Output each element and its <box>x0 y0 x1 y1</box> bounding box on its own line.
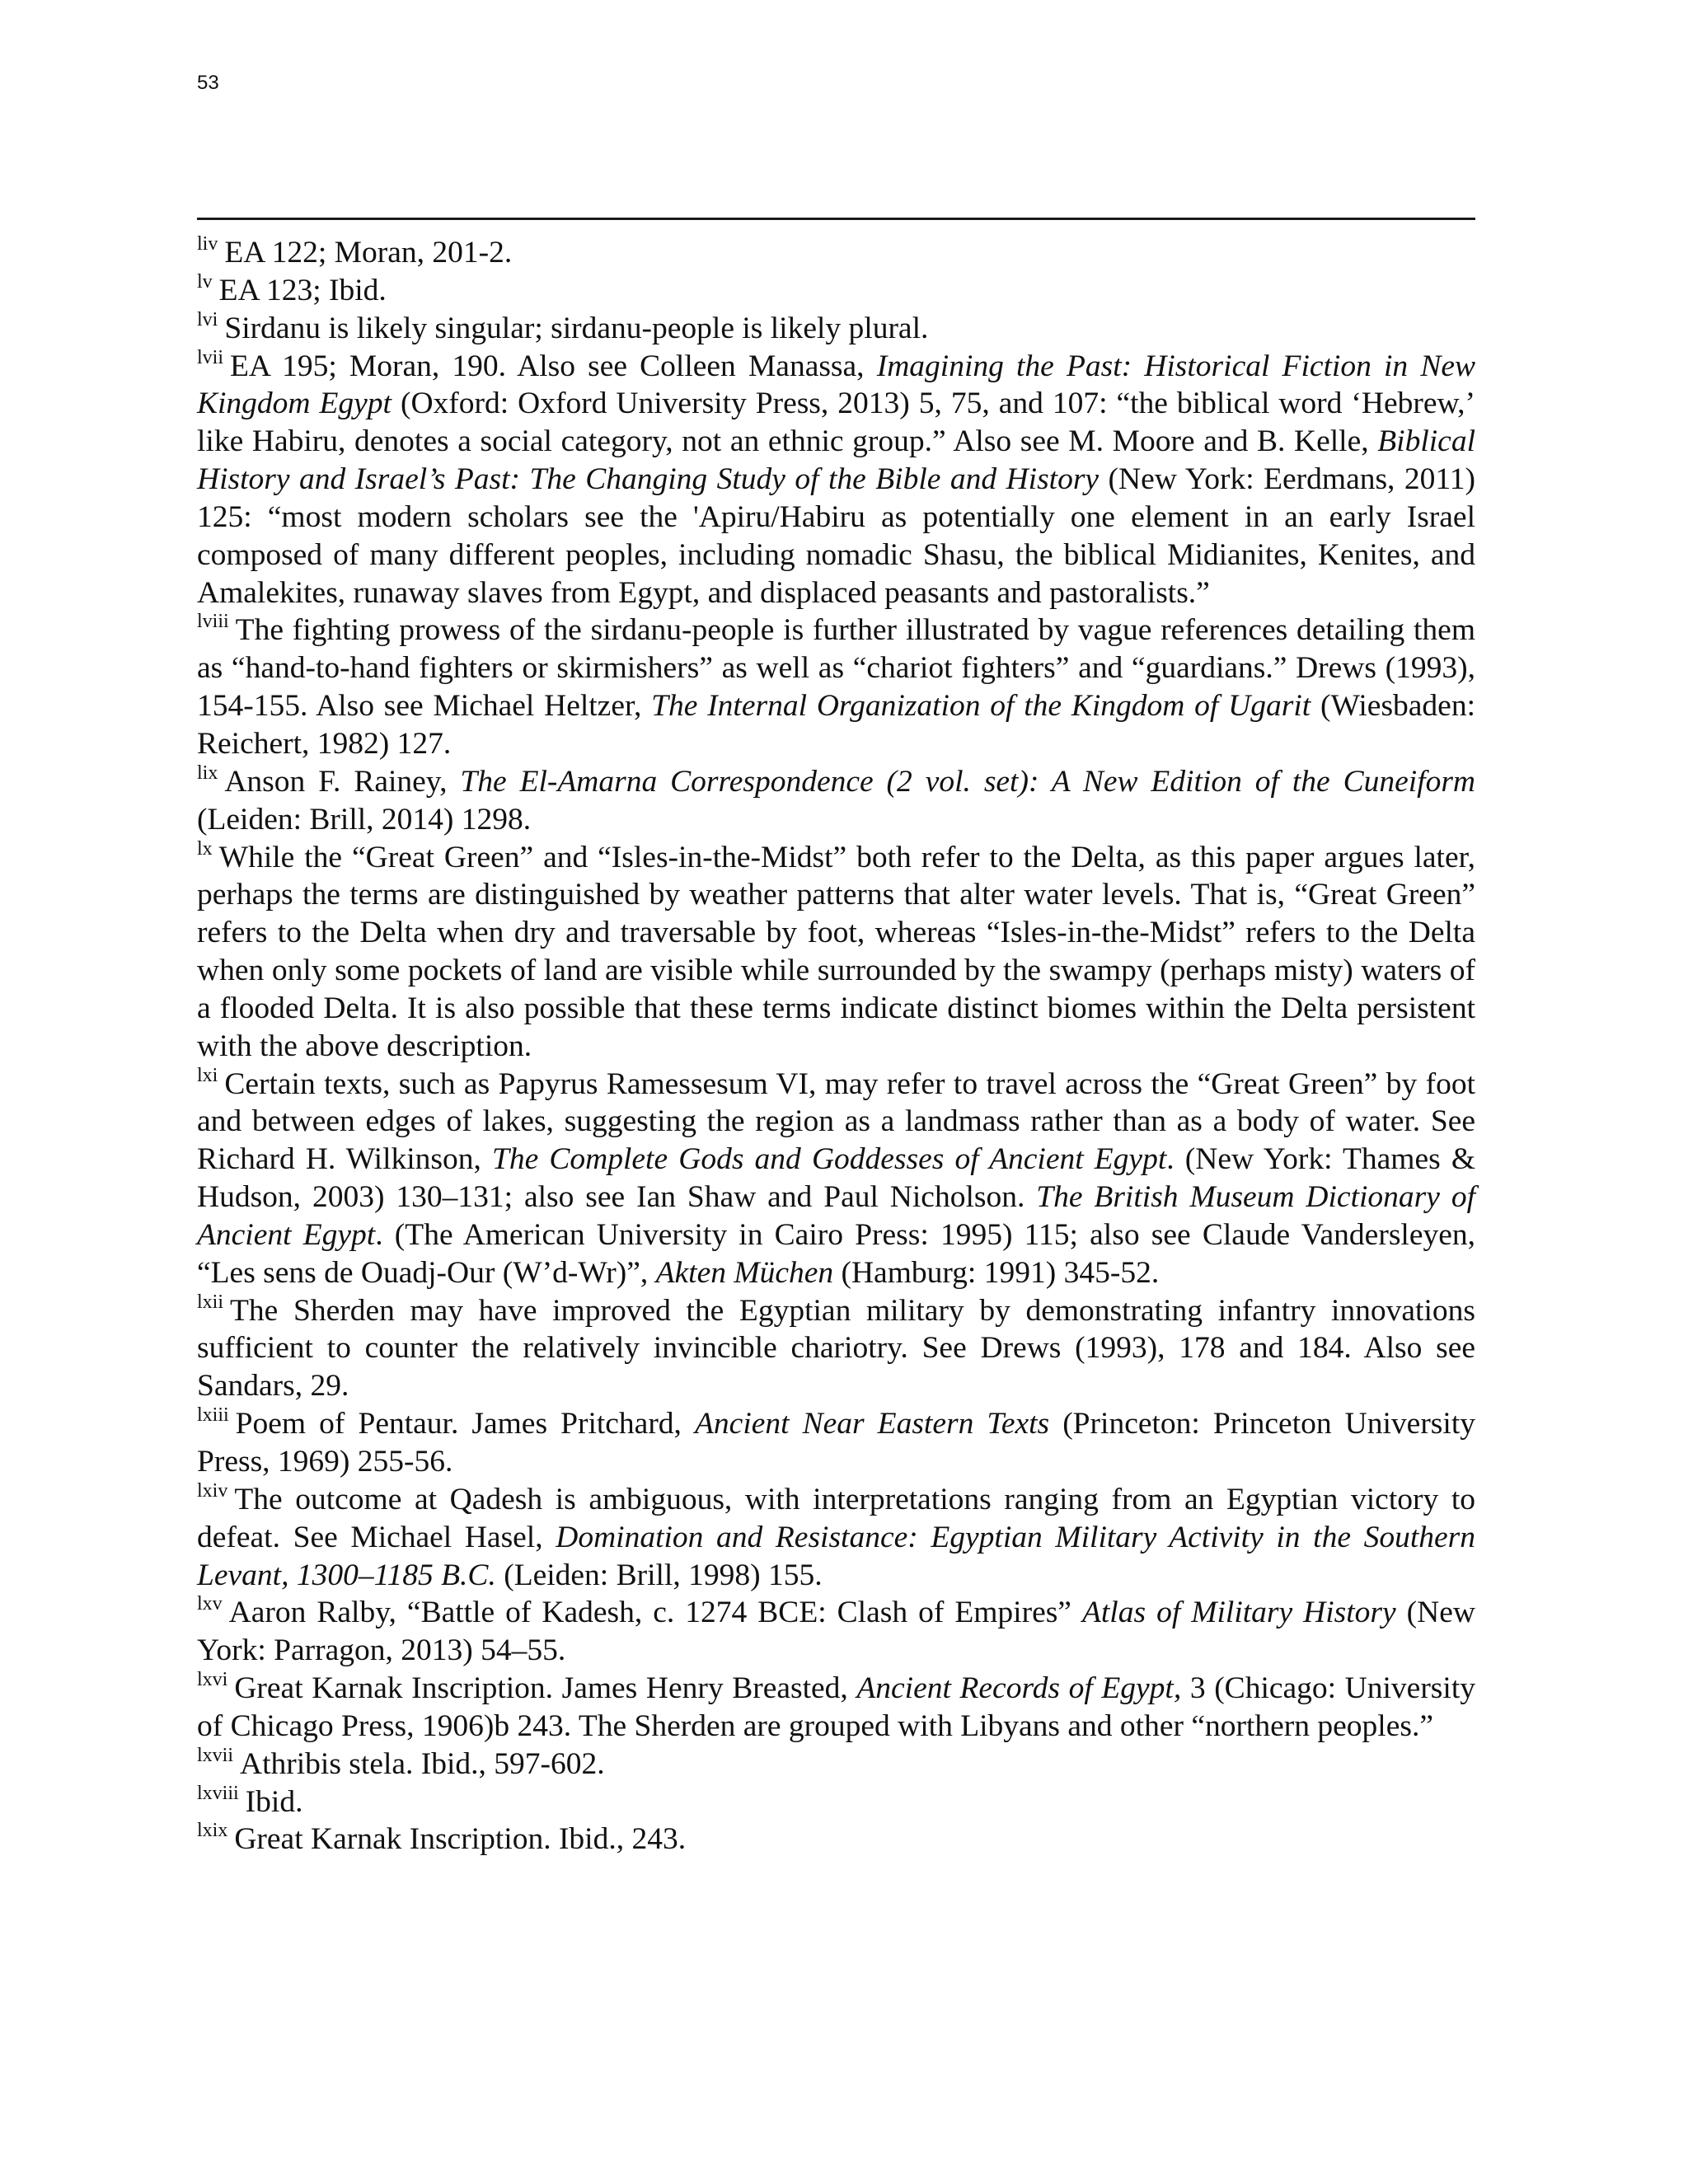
footnote-italic-title: Imagining the Past: Historical Fiction in New Kingdom Egypt <box>197 349 1475 421</box>
footnote <box>197 839 1475 1066</box>
footnote <box>197 272 1475 310</box>
footnote <box>197 1594 1475 1670</box>
footnote-italic-title: The British Museum Dictionary of Ancient Egypt <box>197 1180 1475 1252</box>
footnote <box>197 1481 1475 1595</box>
footnote-text: 3 (Chicago: University of Chicago Press, 1906)b 243. The Sherden are grouped with Libyans and other “northern peoples.” <box>197 1671 1475 1743</box>
footnote <box>197 1783 1475 1821</box>
footnote-text: The Sherden may have improved the Egyptian military by demonstrating infantry innovations sufficient to counter the relatively invincible chariotry. See Drews (1993), 178 and 184. Also see Sandars, 29. <box>197 1293 1475 1404</box>
footnote-text: (New York: Eerdmans, 2011) 125: “most modern scholars see the 'Apiru/Habiru as potentially one element in an early Israel composed of many different peoples, including nomadic Shasu, the biblical Midianites, Kenites, and Amalekites, runaway slaves from Egypt, and displaced peasants and pastoralists.” <box>197 462 1475 610</box>
footnote-marker: lix <box>197 762 218 784</box>
footnote-text: Poem of Pentaur. James Pritchard, <box>235 1407 696 1441</box>
footnote-marker: lxix <box>197 1820 228 1842</box>
footnote <box>197 348 1475 612</box>
footnote <box>197 612 1475 762</box>
footnote-marker: lxiv <box>197 1479 228 1502</box>
footnote <box>197 1066 1475 1292</box>
footnote-marker: lxvi <box>197 1669 228 1691</box>
footnote-italic-title: Akten Müchen <box>655 1255 834 1290</box>
footnote-text: (Hamburg: 1991) 345-52. <box>833 1255 1160 1290</box>
footnote-text: Certain texts, such as Papyrus Ramessesum VI, may refer to travel across the “Great Green” by foot and between edges of lakes, suggesting the region as a landmass rather than as a body of water. See Richard H. Wilkinson, <box>197 1066 1475 1177</box>
footnote-text: Anson F. Rainey, <box>224 764 461 799</box>
footnote-marker: lx <box>197 837 213 860</box>
footnote-text: . (The American University in Cairo Press: 1995) 115; also see Claude Vandersleyen, “Les sens de Ouadj-Our (W’d-Wr)”, <box>197 1217 1475 1290</box>
footnote-text: The outcome at Qadesh is ambiguous, with interpretations ranging from an Egyptian victory to defeat. See Michael Hasel, <box>197 1482 1475 1554</box>
footnote <box>197 1292 1475 1406</box>
footnote-text: Sirdanu is likely singular; sirdanu-people is likely plural. <box>224 311 929 345</box>
page-number: 53 <box>197 72 219 94</box>
footnote-italic-title: The El-Amarna Correspondence (2 vol. set): A New Edition of the Cuneiform <box>460 764 1476 799</box>
footnote-text: EA 123; Ibid. <box>218 273 387 307</box>
footnote-text: (Leiden: Brill, 2014) 1298. <box>197 802 532 837</box>
footnotes-list <box>197 234 1475 1858</box>
footnote-marker: lxvii <box>197 1744 234 1766</box>
footnote-text: Great Karnak Inscription. Ibid., 243. <box>234 1822 687 1857</box>
footnote <box>197 763 1475 839</box>
footnote-text: Athribis stela. Ibid., 597-602. <box>240 1746 605 1781</box>
footnote-italic-title: Atlas of Military History <box>1081 1596 1396 1630</box>
footnote-italic-title: The Complete Gods and Goddesses of Ancient Egypt <box>492 1142 1167 1177</box>
footnote-text: While the “Great Green” and “Isles-in-the-Midst” both refer to the Delta, as this paper argues later, perhaps the terms are distinguished by weather patterns that alter water levels. That is, “Great Green” refers to the Delta when dry and traversable by foot, whereas “Isles-in-the-Midst” refers to the Delta when only some pockets of land are visible while surrounded by the swampy (perhaps misty) waters of a flooded Delta. It is also possible that these terms indicate distinct biomes within the Delta persistent with the above description. <box>197 840 1475 1063</box>
footnote-text: Ibid. <box>245 1784 303 1819</box>
footnote-marker: lxiii <box>197 1404 229 1427</box>
footnote-italic-title: Ancient Near Eastern Texts <box>695 1407 1050 1441</box>
footnote-text: (Princeton: Princeton University Press, 1969) 255-56. <box>197 1407 1475 1479</box>
footnote-marker: lxii <box>197 1291 224 1313</box>
footnote-text: (New York: Parragon, 2013) 54–55. <box>197 1596 1475 1668</box>
footnote-text: (Oxford: Oxford University Press, 2013) 5, 75, and 107: “the biblical word ‘Hebrew,’ like Habiru, denotes a social category, not an ethnic group.” Also see M. Moore and B. Kelle, <box>197 387 1475 459</box>
footnote <box>197 1821 1475 1858</box>
footnote-separator-rule <box>197 218 1475 220</box>
footnote <box>197 234 1475 272</box>
footnote <box>197 310 1475 348</box>
footnote-text: EA 195; Moran, 190. Also see Colleen Manassa, <box>230 349 877 383</box>
footnote-italic-title: Biblical History and Israel’s Past: The Changing Study of the Bible and History <box>197 424 1475 497</box>
footnote-text: (Wiesbaden: Reichert, 1982) 127. <box>197 689 1475 761</box>
footnote-marker: lvi <box>197 308 218 330</box>
footnote-marker: lxi <box>197 1064 218 1086</box>
footnote-marker: lxviii <box>197 1782 239 1804</box>
footnote <box>197 1670 1475 1746</box>
footnote-text: EA 122; Moran, 201-2. <box>224 236 513 269</box>
footnote-marker: lvii <box>197 346 224 368</box>
footnote-italic-title: Domination and Resistance: Egyptian Military Activity in the Southern Levant, 1300–1185 B.C. <box>197 1520 1475 1592</box>
footnote-italic-title: Ancient Records of Egypt, <box>856 1671 1182 1706</box>
footnote-marker: liv <box>197 233 218 255</box>
footnote <box>197 1405 1475 1481</box>
footnote-italic-title: The Internal Organization of the Kingdom of Ugarit <box>651 689 1311 724</box>
footnote <box>197 1746 1475 1783</box>
footnote-text: Aaron Ralby, “Battle of Kadesh, c. 1274 BCE: Clash of Empires” <box>228 1596 1082 1630</box>
footnote-text: The fighting prowess of the sirdanu-people is further illustrated by vague references detailing them as “hand-to-hand fighters or skirmishers” as well as “chariot fighters” and “guardians.” Drews (1993), 154-155. Also see Michael Heltzer, <box>197 613 1475 724</box>
footnote-marker: lviii <box>197 611 229 633</box>
footnote-marker: lxv <box>197 1593 223 1615</box>
footnote-text: (Leiden: Brill, 1998) 155. <box>495 1558 823 1592</box>
footnote-text: Great Karnak Inscription. James Henry Breasted, <box>234 1671 857 1706</box>
footnote-text: . (New York: Thames & Hudson, 2003) 130–131; also see Ian Shaw and Paul Nicholson. <box>197 1142 1475 1215</box>
footnote-marker: lv <box>197 270 213 293</box>
